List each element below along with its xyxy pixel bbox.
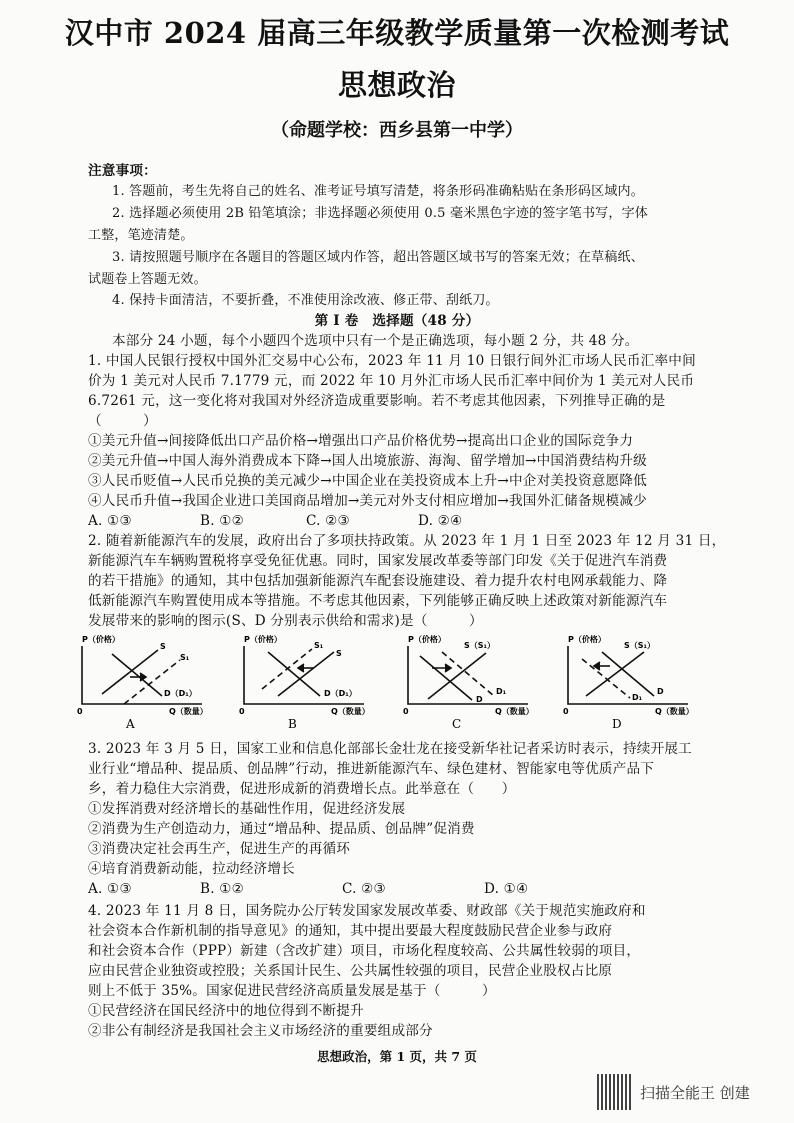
chart-d [560, 634, 710, 734]
curve-label: S₁ [314, 641, 324, 650]
demand-line-d1 [582, 659, 630, 698]
y-axis-label: P（价格） [82, 635, 120, 644]
curve-label: D [657, 687, 664, 696]
section-intro: 本部分 24 小题，每个小题四个选项中只有一个是正确选项，每小题 2 分，共 48 分。 [112, 333, 639, 349]
curve-label: S [336, 649, 342, 658]
chart-c [400, 634, 550, 734]
q1-item: ①美元升值→间接降低出口产品价格→增强出口产品价格优势→提高出口企业的国际竞争力 [88, 433, 634, 449]
chart-b [236, 634, 386, 734]
note-line: 试题卷上答题无效。 [88, 272, 207, 287]
q3-line: 业行业“增品种、提品质、创品牌”行动，推进新能源汽车、绿色建材、智能家电等优质产品下 [88, 761, 655, 777]
q3-item: ④培育消费新动能，拉动经济增长 [88, 861, 295, 877]
scanner-watermark: 扫描全能王 创建 [640, 1084, 750, 1102]
demand-line-d [420, 656, 472, 700]
y-axis-label: P（价格） [408, 635, 446, 644]
y-axis-label: P（价格） [244, 635, 282, 644]
q1-line: 6.7261 元，这一变化将对我国对外经济造成重要影响。若不考虑其他因素，下列推导正确的是 [88, 393, 666, 409]
x-axis-label: Q（数量） [331, 707, 370, 716]
q4-line: 社会资本合作新机制的指导意见》的通知，其中提出要最大程度鼓励民营企业参与政府 [88, 923, 613, 939]
q4-line: 应由民营企业独资或控股；关系国计民生、公共属性较强的项目，民营企业股权占比原 [88, 963, 613, 979]
q3-option-d: D. ①④ [484, 881, 529, 897]
chart-a [74, 634, 224, 734]
school-line: （命题学校：西乡县第一中学） [271, 120, 523, 141]
chart-caption: A [126, 717, 135, 731]
origin-label: 0 [239, 707, 245, 716]
y-axis-label: P（价格） [568, 635, 606, 644]
q3-line: 乡，着力稳住大宗消费，促进形成新的消费增长点。此举意在（ ） [88, 781, 516, 797]
curve-label: D₁ [632, 693, 643, 702]
q1-item: ②美元升值→中国人海外消费成本下降→国人出境旅游、海淘、留学增加→中国消费结构升级 [88, 453, 647, 469]
section-heading: 第 I 卷 选择题（48 分） [314, 313, 480, 329]
q4-line: 和社会资本合作（PPP）新建（含改扩建）项目，市场化程度较高、公共属性较弱的项目， [88, 943, 641, 959]
q1-option-b: B. ①② [200, 513, 245, 529]
q1-option-c: C. ②③ [306, 513, 350, 529]
page-footer: 思想政治，第 1 页，共 7 页 [317, 1049, 477, 1064]
note-line: 4. 保持卡面清洁，不要折叠，不准使用涂改液、修正带、刮纸刀。 [112, 293, 499, 308]
q3-option-b: B. ①② [200, 881, 245, 897]
qr-code-icon [597, 1074, 631, 1110]
q2-line: 2. 随着新能源汽车的发展，政府出台了多项扶持政策。从 2023 年 1 月 1 日至 2023 年 12 月 31 日， [88, 533, 726, 549]
q3-item: ③消费决定社会再生产，促进生产的再循环 [88, 841, 351, 857]
subject-title: 思想政治 [337, 68, 456, 102]
exam-title: 汉中市 2024 届高三年级教学质量第一次检测考试 [64, 16, 730, 50]
notes-heading: 注意事项： [88, 163, 157, 179]
note-line: 工整，笔迹清楚。 [88, 228, 194, 243]
curve-label: S（S₁） [464, 641, 496, 650]
demand-line-d [602, 652, 654, 696]
curve-label: D（D₁） [164, 689, 197, 698]
q1-line: （ ） [88, 413, 157, 429]
origin-label: 0 [563, 707, 569, 716]
supply-line [586, 652, 644, 696]
curve-label: D₁ [496, 687, 507, 696]
x-axis-label: Q（数量） [169, 707, 208, 716]
q3-line: 3. 2023 年 3 月 5 日，国家工业和信息化部部长金壮龙在接受新华社记者采访时表示，持续开展工 [88, 741, 692, 757]
demand-line [112, 654, 162, 696]
q2-line: 的若干措施》的通知，其中包括加强新能源汽车配套设施建设、着力提升农村电网承载能力、降 [88, 573, 668, 589]
q1-line: 价为 1 美元对人民币 7.1779 元，而 2022 年 10 月外汇市场人民币汇率中间价为 1 美元对人民币 [88, 373, 695, 389]
origin-label: 0 [403, 707, 409, 716]
q2-line: 新能源汽车车辆购置税将享受免征优惠。同时，国家发展改革委等部门印发《关于促进汽车消费 [88, 553, 668, 569]
x-axis-label: Q（数量） [495, 707, 534, 716]
q1-item: ④人民币升值→我国企业进口美国商品增加→美元对外支付相应增加→我国外汇储备规模减少 [88, 493, 647, 509]
q3-item: ②消费为生产创造动力，通过“增品种、提品质、创品牌”促消费 [88, 821, 475, 837]
origin-label: 0 [77, 707, 83, 716]
q3-option-a: A. ①③ [88, 881, 132, 897]
curve-label: S₁ [180, 653, 190, 662]
q2-line: 发展带来的影响的图示(S、D 分别表示供给和需求)是（ ） [88, 613, 483, 629]
supply-line-s [102, 650, 158, 694]
chart-caption: C [452, 717, 462, 731]
note-line: 3. 请按照题号顺序在各题目的答题区域内作答，超出答题区域书写的答案无效；在草稿纸、 [112, 250, 644, 265]
demand-line [268, 652, 320, 696]
supply-line [428, 653, 486, 699]
demand-line-d1 [442, 652, 494, 696]
curve-label: S [160, 642, 166, 651]
q4-item: ①民营经济在国民经济中的地位得到不断提升 [88, 1003, 364, 1019]
q2-line: 低新能源汽车购置使用成本等措施。不考虑其他因素，下列能够正确反映上述政策对新能源汽车 [88, 593, 668, 609]
q4-item: ②非公有制经济是我国社会主义市场经济的重要组成部分 [88, 1023, 433, 1039]
q1-option-d: D. ②④ [418, 513, 463, 529]
q4-line: 则上不低于 35%。国家促进民营经济高质量发展是基于（ ） [88, 983, 496, 999]
q3-item: ①发挥消费对经济增长的基础性作用，促进经济发展 [88, 801, 406, 817]
chart-caption: D [612, 717, 622, 731]
q3-option-c: C. ②③ [342, 881, 386, 897]
curve-label: D（D₁） [324, 689, 357, 698]
q1-line: 1. 中国人民银行授权中国外汇交易中心公布，2023 年 11 月 10 日银行间外汇市场人民币汇率中间 [88, 353, 696, 369]
curve-label: D [476, 695, 483, 704]
x-axis-label: Q（数量） [655, 707, 694, 716]
note-line: 2. 选择题必须使用 2B 铅笔填涂；非选择题必须使用 0.5 毫米黑色字迹的签字笔书写，字体 [112, 206, 648, 221]
q1-option-a: A. ①③ [88, 513, 132, 529]
q4-line: 4. 2023 年 11 月 8 日，国务院办公厅转发国家发展改革委、财政部《关于规范实施政府和 [88, 903, 646, 919]
q1-item: ③人民币贬值→人民币兑换的美元减少→中国企业在美投资成本上升→中企对美投资意愿降低 [88, 473, 647, 489]
curve-label: S（S₁） [624, 641, 656, 650]
chart-caption: B [288, 717, 297, 731]
note-line: 1. 答题前，考生先将自己的姓名、准考证号填写清楚，将条形码准确粘贴在条形码区域内。 [112, 184, 644, 199]
